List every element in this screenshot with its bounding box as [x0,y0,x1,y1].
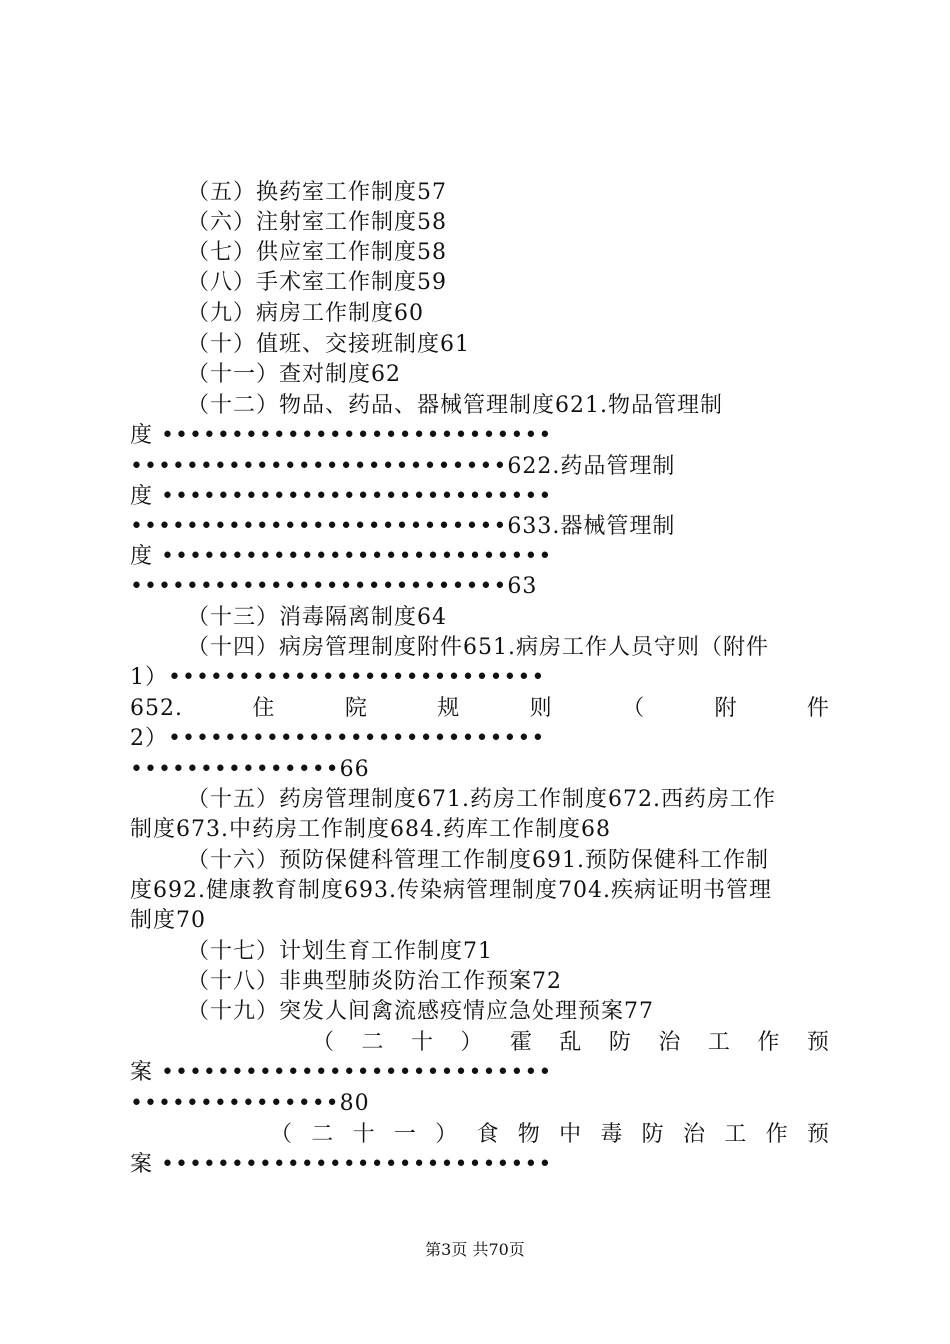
toc-word: 二 [361,1030,385,1055]
toc-word: 毒 [600,1122,624,1147]
toc-word: 治 [682,1122,706,1147]
toc-leader-line: •••••••••••••••66 [130,757,370,782]
toc-word: 预 [806,1030,830,1055]
toc-entry-continuation: 度692.健康教育制度693.传染病管理制度704.疾病证明书管理 [130,878,772,903]
toc-leader-line: 度 •••••••••••••••••••••••••••• [130,423,553,448]
toc-justified-line [270,1120,830,1150]
toc-leader-line: 度 •••••••••••••••••••••••••••• [130,544,553,569]
toc-word: 十 [410,1030,434,1055]
toc-word: ） [435,1122,459,1147]
toc-leader-line: 度 •••••••••••••••••••••••••••• [130,484,553,509]
toc-word: 物 [517,1122,541,1147]
toc-word: 食 [476,1122,500,1147]
toc-word: 防 [608,1030,632,1055]
toc-leader-line: 2）••••••••••••••••••••••••••• [130,726,546,751]
toc-entry: （八）手术室工作制度59 [187,270,447,295]
toc-entry: （十七）计划生育工作制度71 [187,939,493,964]
toc-justified-line [130,694,830,724]
toc-word: （ [312,1030,336,1055]
toc-word: 作 [757,1030,781,1055]
toc-word: 工 [724,1122,748,1147]
toc-word: 工 [707,1030,731,1055]
toc-entry: （十八）非典型肺炎防治工作预案72 [187,969,562,994]
toc-leader-line: •••••••••••••••••••••••••••63 [130,574,538,599]
toc-word: ） [460,1030,484,1055]
toc-leader-line: •••••••••••••••••••••••••••622.药品管理制 [130,454,676,479]
page-number-footer: 第3页 共70页 [425,1240,525,1259]
toc-entry: （十四）病房管理制度附件651.病房工作人员守则（附件 [187,635,769,660]
toc-entry: （九）病房工作制度60 [187,301,424,326]
toc-leader-line: 案 •••••••••••••••••••••••••••• [130,1152,553,1177]
toc-word: 一 [393,1122,417,1147]
toc-leader-line: •••••••••••••••80 [130,1091,370,1116]
toc-word: 作 [765,1122,789,1147]
toc-word: 霍 [509,1030,533,1055]
toc-entry: （十三）消毒隔离制度64 [187,605,447,630]
toc-word: 中 [559,1122,583,1147]
toc-entry-continuation: 制度673.中药房工作制度684.药库工作制度68 [130,817,611,842]
toc-entry: （十一）查对制度62 [187,362,401,387]
toc-word: （ [270,1122,294,1147]
toc-word: 十 [352,1122,376,1147]
toc-word: （ [622,696,646,721]
toc-leader-line: 1）••••••••••••••••••••••••••• [130,665,546,690]
toc-entry-continuation: 制度70 [130,908,206,933]
toc-entry: （十）值班、交接班制度61 [187,332,470,357]
toc-word: 院 [344,696,368,721]
toc-word: 件 [806,696,830,721]
toc-word: 则 [529,696,553,721]
toc-entry: （十六）预防保健科管理工作制度691.预防保健科工作制 [187,848,769,873]
toc-word: 规 [437,696,461,721]
toc-entry: （十五）药房管理制度671.药房工作制度672.西药房工作 [187,787,776,812]
toc-word: 附 [714,696,738,721]
toc-entry: （十二）物品、药品、器械管理制度621.物品管理制 [187,393,723,418]
toc-entry: （五）换药室工作制度57 [187,180,447,205]
toc-leader-line: •••••••••••••••••••••••••••633.器械管理制 [130,514,676,539]
toc-word: 住 [252,696,276,721]
toc-entry: （十九）突发人间禽流感疫情应急处理预案77 [187,999,654,1024]
toc-word: 二 [311,1122,335,1147]
toc-word: 乱 [559,1030,583,1055]
toc-entry: （七）供应室工作制度58 [187,240,447,265]
toc-justified-line [312,1028,830,1058]
toc-word: 预 [806,1122,830,1147]
toc-leader-line: 案 •••••••••••••••••••••••••••• [130,1060,553,1085]
toc-word: 治 [658,1030,682,1055]
toc-word: 652. [130,696,183,721]
toc-word: 防 [641,1122,665,1147]
toc-entry: （六）注射室工作制度58 [187,210,447,235]
